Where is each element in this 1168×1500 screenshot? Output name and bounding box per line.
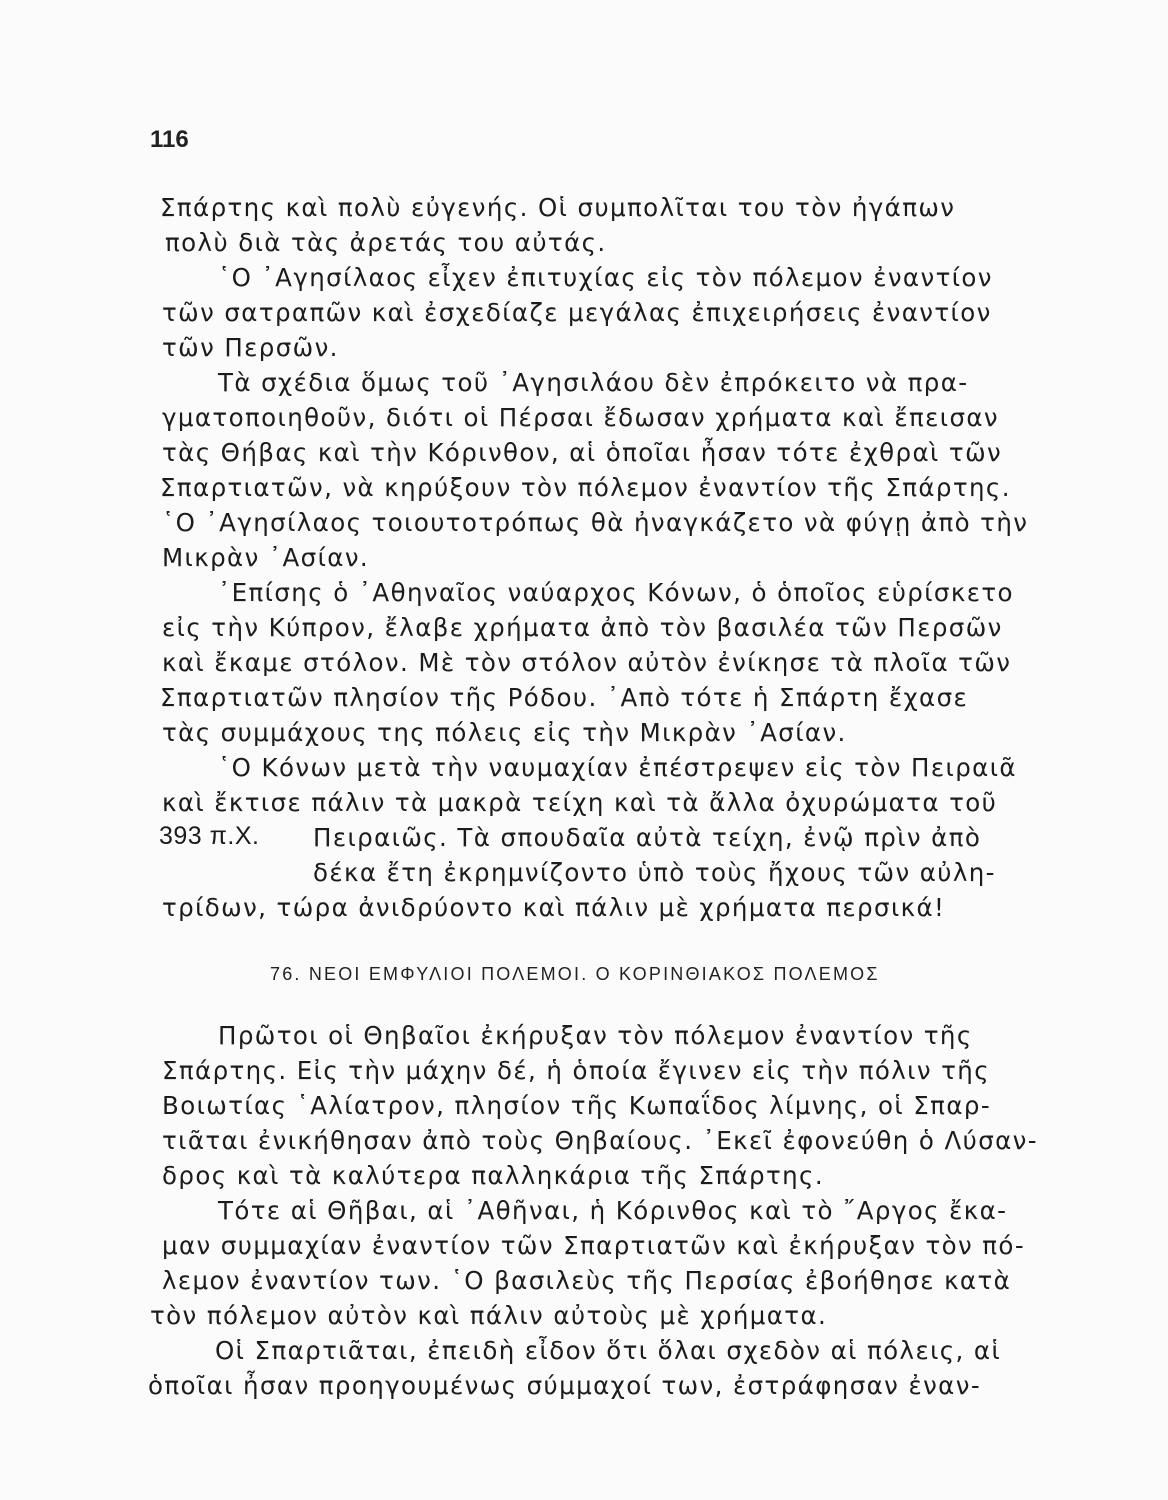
section-heading: 76. ΝΕΟΙ ΕΜΦΥΛΙΟΙ ΠΟΛΕΜΟΙ. Ο ΚΟΡΙΝΘΙΑΚΟΣ ΠΟΛΕΜΟΣ [270, 964, 880, 984]
text-line: εἰς τὴν Κύπρον, ἔλαβε χρήματα ἀπὸ τὸν βασιλέα τῶν Περσῶν [162, 613, 1003, 642]
text-line: Σπαρτιατῶν πλησίον τῆς Ρόδου. ᾿Απὸ τότε ἡ Σπάρτη ἔχασε [160, 683, 969, 712]
text-line: λεμον ἐναντίον των. ῾Ο βασιλεὺς τῆς Περσίας ἐβοήθησε κατὰ [162, 1266, 1012, 1295]
text-line: ᾿Επίσης ὁ ᾿Αθηναῖος ναύαρχος Κόνων, ὁ ὁποῖος εὑρίσκετο [218, 578, 1014, 607]
text-line: τῶν Περσῶν. [162, 333, 339, 362]
text-line: τὰς συμμάχους της πόλεις εἰς τὴν Μικρὰν ᾿Ασίαν. [162, 718, 847, 747]
text-line: Βοιωτίας ῾Αλίατρον, πλησίον τῆς Κωπαΐδος λίμνης, οἱ Σπαρ- [162, 1091, 992, 1120]
text-line: καὶ ἔκτισε πάλιν τὰ μακρὰ τείχη καὶ τὰ ἄλλα ὀχυρώματα τοῦ [162, 788, 998, 817]
text-line: τρίδων, τώρα ἀνιδρύοντο καὶ πάλιν μὲ χρήματα περσικά! [162, 893, 946, 922]
text-line: δέκα ἔτη ἐκρημνίζοντο ὑπὸ τοὺς ἤχους τῶν αὐλη- [313, 858, 996, 887]
text-line: πολὺ διὰ τὰς ἀρετάς του αὐτάς. [165, 228, 607, 257]
text-line: Πειραιῶς. Τὰ σπουδαῖα αὐτὰ τείχη, ἐνῷ πρὶν ἀπὸ [313, 823, 982, 852]
text-line: Πρῶτοι οἱ Θηβαῖοι ἐκήρυξαν τὸν πόλεμον ἐναντίον τῆς [218, 1021, 973, 1050]
text-line: ῾Ο ᾿Αγησίλαος τοιουτοτρόπως θὰ ἠναγκάζετο νὰ φύγῃ ἀπὸ τὴν [162, 508, 1029, 537]
text-line: τῶν σατραπῶν καὶ ἐσχεδίαζε μεγάλας ἐπιχειρήσεις ἐναντίον [162, 298, 992, 327]
text-line: μαν συμμαχίαν ἐναντίον τῶν Σπαρτιατῶν καὶ ἐκήρυξαν τὸν πό- [162, 1231, 1026, 1260]
margin-date-note: 393 π.Χ. [159, 822, 260, 850]
text-line: τιᾶται ἐνικήθησαν ἀπὸ τοὺς Θηβαίους. ᾿Εκεῖ ἐφονεύθη ὁ Λύσαν- [162, 1126, 1039, 1155]
page-number: 116 [150, 126, 189, 153]
text-line: Τότε αἱ Θῆβαι, αἱ ᾿Αθῆναι, ἡ Κόρινθος καὶ τὸ ῎Αργος ἔκα- [218, 1196, 1008, 1225]
text-line: Σπάρτης καὶ πολὺ εὐγενής. Οἱ συμπολῖται του τὸν ἠγάπων [160, 193, 956, 222]
text-line: γματοποιηθοῦν, διότι οἱ Πέρσαι ἔδωσαν χρήματα καὶ ἔπεισαν [162, 403, 1000, 432]
text-line: Μικρὰν ᾿Ασίαν. [162, 543, 370, 572]
text-line: Σπάρτης. Εἰς τὴν μάχην δέ, ἡ ὁποία ἔγινεν εἰς τὴν πόλιν τῆς [162, 1056, 990, 1085]
text-line: τὸν πόλεμον αὐτὸν καὶ πάλιν αὐτοὺς μὲ χρήματα. [150, 1301, 828, 1330]
text-line: Σπαρτιατῶν, νὰ κηρύξουν τὸν πόλεμον ἐναντίον τῆς Σπάρτης. [160, 473, 1011, 502]
text-line: καὶ ἔκαμε στόλον. Μὲ τὸν στόλον αὐτὸν ἐνίκησε τὰ πλοῖα τῶν [162, 648, 1012, 677]
text-line: ῾Ο ᾿Αγησίλαος εἶχεν ἐπιτυχίας εἰς τὸν πόλεμον ἐναντίον [218, 263, 993, 292]
text-line: ῾Ο Κόνων μετὰ τὴν ναυμαχίαν ἐπέστρεψεν εἰς τὸν Πειραιᾶ [218, 753, 1017, 782]
text-line: Τὰ σχέδια ὅμως τοῦ ᾿Αγησιλάου δὲν ἐπρόκειτο νὰ πρα- [218, 368, 969, 397]
text-line: ὁποῖαι ἦσαν προηγουμένως σύμμαχοί των, ἐστράφησαν ἐναν- [148, 1371, 982, 1400]
text-line: τὰς Θήβας καὶ τὴν Κόρινθον, αἱ ὁποῖαι ἦσαν τότε ἐχθραὶ τῶν [162, 438, 1003, 467]
text-line: Οἱ Σπαρτιᾶται, ἐπειδὴ εἶδον ὅτι ὅλαι σχεδὸν αἱ πόλεις, αἱ [215, 1336, 1002, 1365]
text-line: δρος καὶ τὰ καλύτερα παλληκάρια τῆς Σπάρτης. [162, 1161, 825, 1190]
